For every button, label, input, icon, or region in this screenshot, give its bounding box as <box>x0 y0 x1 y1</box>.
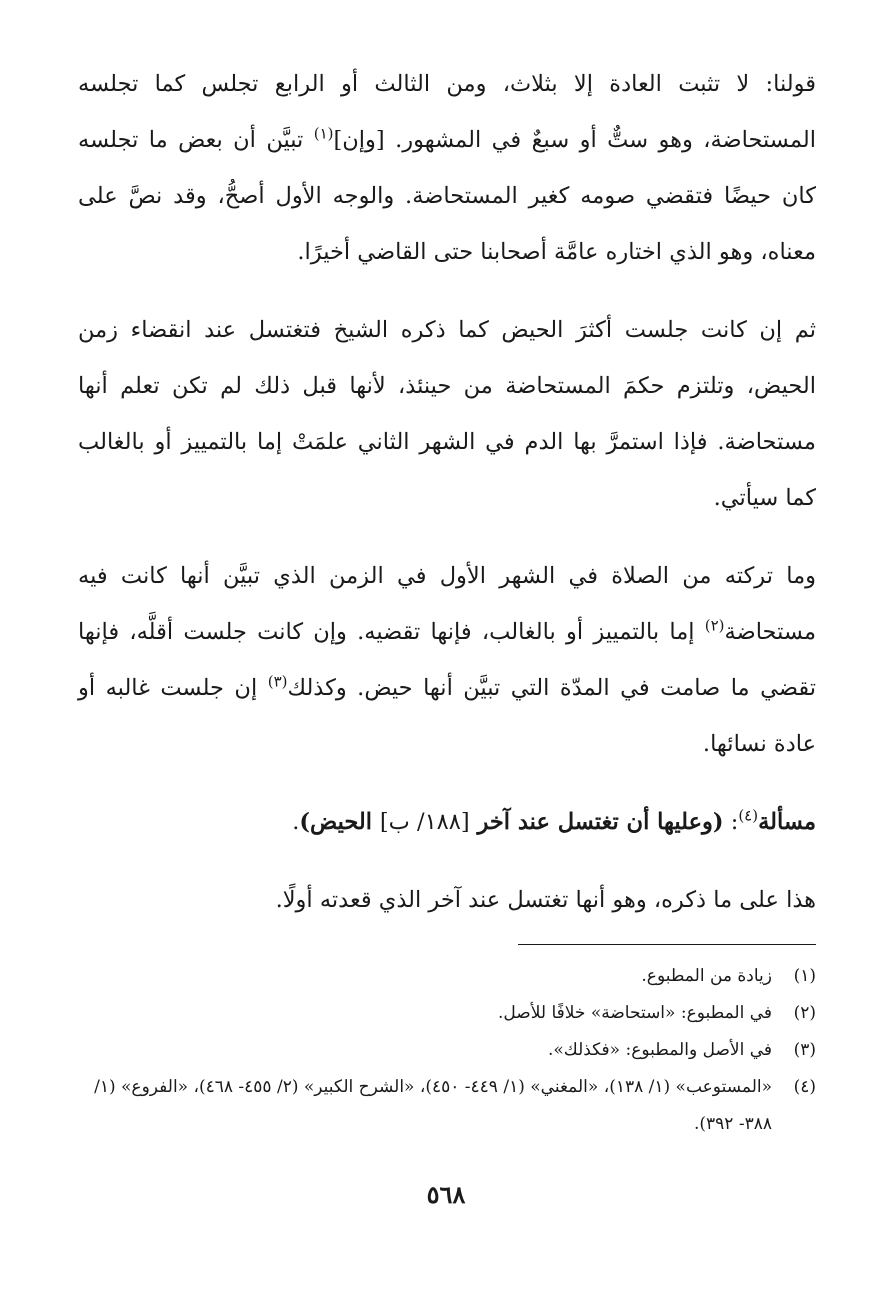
footnote-3 <box>78 1032 816 1069</box>
footnote-ref-1[interactable]: (١) <box>313 124 334 143</box>
issue-colon: : <box>723 809 739 835</box>
paragraph-3-text-b: إما بالتمييز أو بالغالب، فإنها تقضيه. وإن كانت جلست أقلَّه، فإنها تقضي ما صامت في المدّة التي تبيَّن أنها حيض. وكذلك <box>78 619 816 701</box>
footnote-text: في الأصل والمطبوع: «فكذلك». <box>547 1040 772 1060</box>
page-body <box>78 56 816 928</box>
paragraph-1 <box>78 56 816 280</box>
issue-label: مسألة <box>758 809 816 835</box>
footnote-ref-2[interactable]: (٢) <box>704 616 725 635</box>
issue-folio-ref: [١٨٨/ ب] <box>379 809 470 835</box>
footnote-number: (١) <box>793 966 816 986</box>
footnote-separator <box>518 944 816 945</box>
paragraph-2: ثم إن كانت جلست أكثرَ الحيض كما ذكره الشيخ فتغتسل عند انقضاء زمن الحيض، وتلتزم حكمَ المستحاضة من حينئذ، لأنها قبل ذلك لم تكن تعلم أنها مستحاضة. فإذا استمرَّ بها الدم في الشهر الثاني علمَتْ إما بالتمييز أو بالغالب كما سيأتي. <box>78 317 816 511</box>
footnote-4 <box>78 1069 816 1143</box>
footnote-ref-4[interactable]: (٤) <box>738 806 759 825</box>
footnote-text: «المستوعب» (١/ ١٣٨)، «المغني» (١/ ٤٤٩- ٤٥٠)، «الشرح الكبير» (٢/ ٤٥٥- ٤٦٨)، «الفروع» (١/ ٣٨٨- ٣٩٢). <box>94 1077 772 1134</box>
footnote-number: (٤) <box>793 1077 816 1097</box>
footnote-number: (٣) <box>793 1040 816 1060</box>
issue-end: . <box>292 809 300 835</box>
footnotes <box>78 958 816 1143</box>
issue-quote-end: الحيض) <box>299 809 380 835</box>
footnote-text: في المطبوع: «استحاضة» خلافًا للأصل. <box>498 1003 772 1023</box>
paragraph-4: هذا على ما ذكره، وهو أنها تغتسل عند آخر الذي قعدته أولًا. <box>275 887 816 913</box>
paragraph-1-text-b: تبيَّن أن بعض ما تجلسه كان حيضًا فتقضي صومه كغير المستحاضة. والوجه الأول أصحُّ، وقد نصَّ على معناه، وهو الذي اختاره عامَّة أصحابنا حتى القاضي أخيرًا. <box>78 127 816 265</box>
footnote-text: زيادة من المطبوع. <box>641 966 772 986</box>
paragraph-3 <box>78 548 816 772</box>
footnote-2 <box>78 995 816 1032</box>
issue-quote-start: (وعليها أن تغتسل عند آخر <box>469 809 724 835</box>
paragraph-3-text-c: إن جلست غالبه أو عادة نسائها. <box>78 675 816 757</box>
issue-heading <box>78 794 816 850</box>
footnote-number: (٢) <box>793 1003 816 1023</box>
paragraph-3-text-a: وما تركته من الصلاة في الشهر الأول في الزمن الذي تبيَّن أنها كانت فيه مستحاضة <box>78 563 816 645</box>
page-number: ٥٦٨ <box>426 1180 466 1209</box>
paragraph-1-text-a: قولنا: لا تثبت العادة إلا بثلاث، ومن الثالث أو الرابع تجلس كما تجلسه المستحاضة، وهو ستٌّ أو سبعٌ في المشهور. [وإن] <box>78 71 816 153</box>
footnote-ref-3[interactable]: (٣) <box>267 672 288 691</box>
footnote-1 <box>78 958 816 995</box>
